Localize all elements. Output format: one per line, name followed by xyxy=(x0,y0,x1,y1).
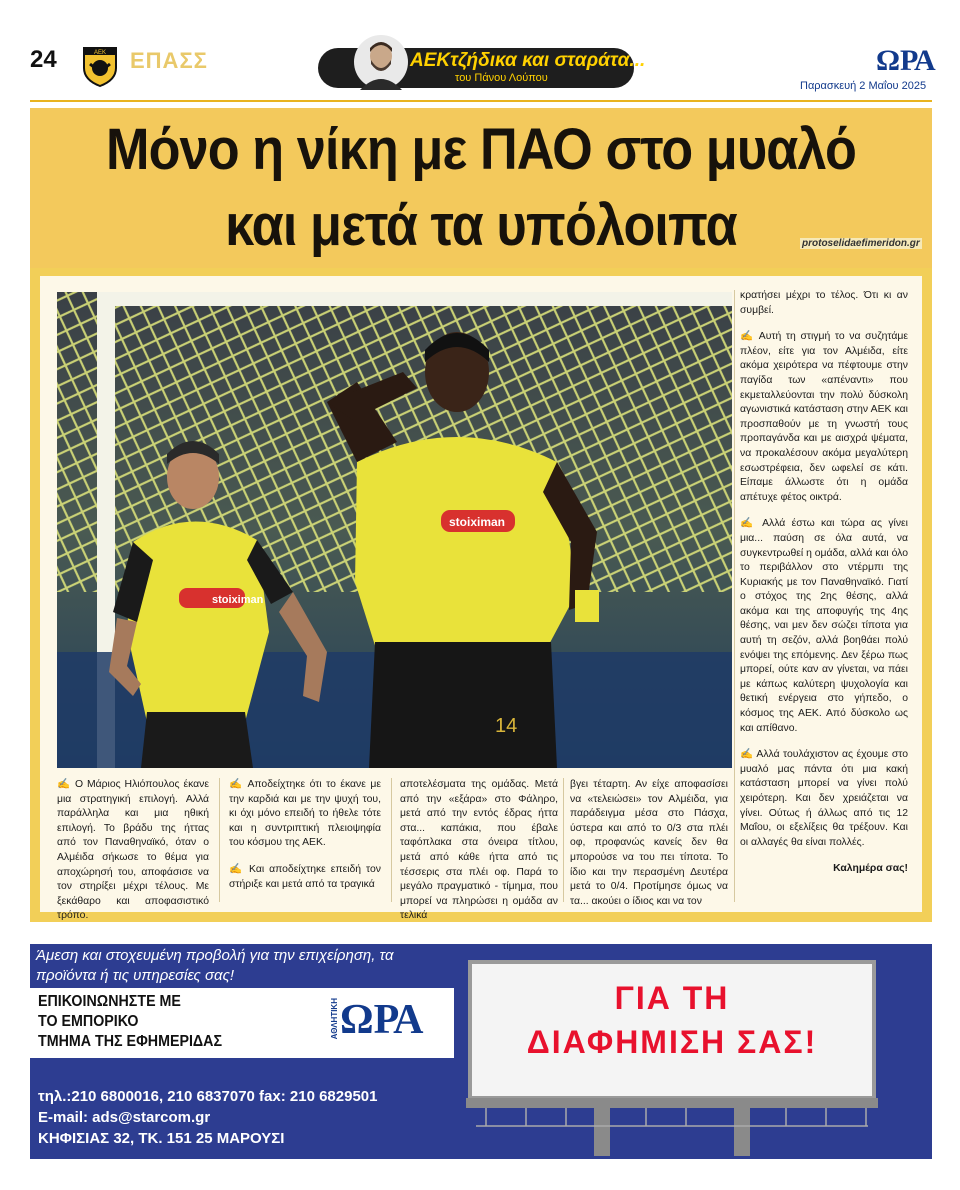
paragraph: ✍ Και αποδείχτηκε επειδή τον στήριξε και μετά από τα τραγικά xyxy=(229,863,381,890)
faded-header-text: ΕΠΑΣΣ xyxy=(130,48,208,73)
ad-email[interactable]: E-mail: ads@starcom.gr xyxy=(38,1109,211,1126)
article-photo xyxy=(57,292,732,768)
pen-icon: ✍ xyxy=(740,749,754,761)
watermark: protoselidaefimeridon.gr xyxy=(802,238,920,249)
ad-intro: Άμεση και στοχευμένη προβολή για την επιχείρηση, τα προϊόντα ή τις υπηρεσίες σας! xyxy=(36,947,394,984)
svg-text:ΑΕΚ: ΑΕΚ xyxy=(93,50,107,56)
svg-text:14: 14 xyxy=(495,715,518,737)
pen-icon: ✍ xyxy=(229,779,244,790)
paragraph: ✍ Αλλά έστω και τώρα ας γίνει μια... παύση σε όλα αυτά, να συγκεντρωθεί η ομάδα, αλλά και όλο το περιβάλλον στο ντέρμπι της Κυριακής με τον Παναθηναϊκό. Γιατί ο στόχος της 2ης θέσης, αλλά ακόμα και της αποφυγής της 4ης θέσης, ναι μεν δεν σώζει τίποτα για αυτή τη σεζόν, αλλά βοηθάει πολύ ενόψει της επόμενης. Δεν ξέρω πως μπορεί, ούτε καν αν γίνεται, να πάει με κάπως καλύτερη ψυχολογία και θετική ενέργεια στο γήπεδο, ο κόσμος της ΑΕΚ. Από δύσκολο ως και απίθανο. xyxy=(740,518,908,734)
column-rule xyxy=(563,778,564,902)
text-column-2 xyxy=(229,778,381,904)
ad-address: ΚΗΦΙΣΙΑΣ 32, ΤΚ. 151 25 ΜΑΡΟΥΣΙ xyxy=(38,1130,285,1147)
ad-contact-text: ΕΠΙΚΟΙΝΩΝΗΣΤΕ ΜΕ ΤΟ ΕΜΠΟΡΙΚΟ ΤΜΗΜΑ ΤΗΣ ΕΦΗΜΕΡΙΔΑΣ xyxy=(38,993,223,1050)
page-number: 24 xyxy=(30,46,57,73)
column-rule xyxy=(391,778,392,902)
paragraph: ✍ Ο Μάριος Ηλιόπουλος έκανε μια στρατηγική επιλογή. Αλλά παράλληλα και μια ηθική επιλογή. Το βράδυ της ήττας από τον Παναθηναϊκό, όταν ο Αλμέιδα σήκωσε το θέμα για αποχώρησή του, αποφάσισε να τον στηρίξει μέχρι τέλους. Με ξεκάθαρο και αποφασιστικό τρόπο. xyxy=(57,779,209,922)
paragraph: ✍ Αυτή τη στιγμή το να συζητάμε πλέον, είτε για τον Αλμέιδα, είτε ακόμα χειρότερα να πέφτουμε στην παγίδα των «απέναντι» που εκμεταλλεύονται την πολύ δύσκολη αγωνιστικά κατάσταση στην ΑΕΚ και προσπαθούν με τη γνωστή τους προπαγάνδα και με αισχρά ψέματα, να προκαλέσουν ακόμα μεγαλύτερη εσωστρέφεια, δεν ωφελεί σε κάτι. Είπαμε άλλωστε ότι η ομάδα απέτυχε φέτος οικτρά. xyxy=(740,331,908,503)
ad-contact-info xyxy=(38,1086,458,1149)
text-column-3 xyxy=(400,778,558,936)
column-author: του Πάνου Λούπου xyxy=(455,72,548,84)
ad-logo: ΩΡΑ xyxy=(340,997,424,1043)
ad-phone: τηλ.:210 6800016, 210 6837070 fax: 210 6829501 xyxy=(38,1088,378,1105)
paragraph: αποτελέσματα της ομάδας. Μετά από την «εξάρα» στο Φάληρο, μετά από την εντός έδρας ήττα στα... καπάκια, που έβαλε ταφόπλακα στα όνειρα τίτλου, μετά από κάθε ήττα από τις τέσσερις στα πλέι οφ. Παρά το μεγάλο πραγματικό - τίμημα, που μπορεί να πληρώσει η ομάδα αν τελικά xyxy=(400,779,558,922)
pen-icon: ✍ xyxy=(229,863,245,875)
column-rule xyxy=(734,290,735,902)
paragraph: ✍ Αλλά τουλάχιστον ας έχουμε στο μυαλό μας πάντα ότι μια κακή κατάσταση μπορεί να γίνει πολύ χειρότερη. Και δεν χρειάζεται να γίνει. Ούτως ή άλλως από τις 12 Μαΐου, οι εξελίξεις θα τρέξουν. Και οι αλλαγές θα είναι πολλές. xyxy=(740,749,908,848)
pen-icon: ✍ xyxy=(740,331,755,343)
signoff: Καλημέρα σας! xyxy=(833,863,908,875)
column-rule xyxy=(219,778,220,902)
pen-icon: ✍ xyxy=(57,779,71,790)
sponsor-left: stoiximan xyxy=(212,594,264,606)
billboard-text: ΓΙΑ ΤΗ ΔΙΑΦΗΜΙΣΗ ΣΑΣ! xyxy=(526,980,818,1060)
text-column-1 xyxy=(57,778,209,936)
paragraph: ✍ Αποδείχτηκε ότι το έκανε με την καρδιά και με την ψυχή του, κι όχι μόνο επειδή το ήθελε τότε και η συντριπτική πλειοψηφία του κόσμου της ΑΕΚ. xyxy=(229,779,381,849)
text-column-4 xyxy=(570,778,728,921)
pen-icon: ✍ xyxy=(740,518,757,530)
aek-logo xyxy=(78,42,122,88)
paragraph: βγει τέταρτη. Αν είχε αποφασίσει να «τελειώσει» τον Αλμέιδα, για παράδειγμα μέσα στο Πάσχα, ύστερα και από το 0/3 στα πλέι οφ, προφανώς κανείς δεν θα μπορούσε να του πει τίποτα. Το ίδιο και την περασμένη Δευτέρα μετά το 0/4. Προτίμησε όμως να τα... ακούει ο ίδιος και να τον xyxy=(570,779,728,907)
sponsor-right: stoiximan xyxy=(449,515,506,529)
paragraph: κρατήσει μέχρι το τέλος. Ότι κι αν συμβεί. xyxy=(740,290,908,316)
column-title: ΑΕΚτζήδικα και σταράτα... xyxy=(410,50,646,71)
newspaper-brand: ΩΡΑ xyxy=(876,44,936,77)
header-rule xyxy=(30,100,932,102)
ad-logo-tag: ΑΘΛΗΤΙΚΗ xyxy=(330,998,339,1040)
headline-line-1: Μόνο η νίκη με ΠΑΟ στο μυαλό xyxy=(106,117,856,182)
issue-date: Παρασκευή 2 Μαΐου 2025 xyxy=(800,80,927,92)
columnist-portrait xyxy=(354,34,408,90)
text-column-5 xyxy=(740,289,908,889)
headline xyxy=(75,112,887,264)
headline-line-2: και μετά τα υπόλοιπα xyxy=(225,193,737,258)
